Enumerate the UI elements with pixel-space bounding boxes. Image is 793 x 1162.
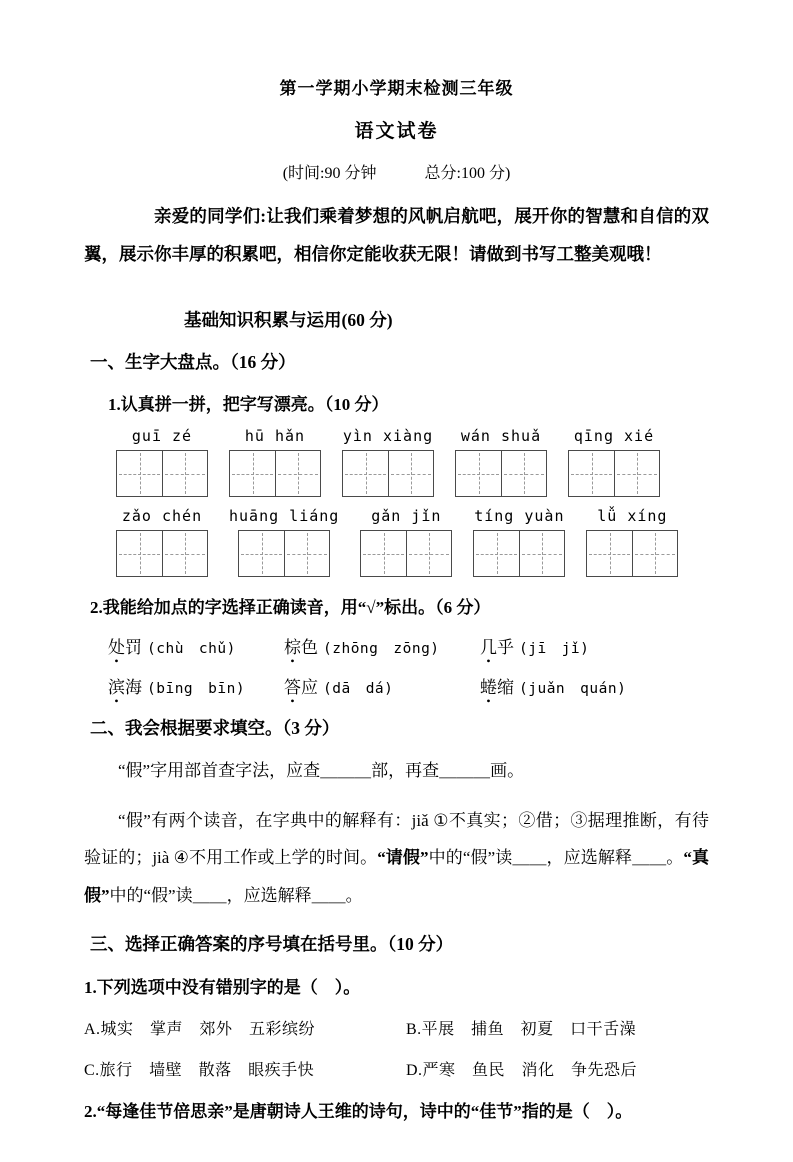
writing-grid: [229, 450, 321, 497]
writing-grid: [473, 530, 565, 577]
dotted-character: 蜷: [480, 678, 497, 697]
writing-cell: [569, 451, 614, 496]
pron-word: [284, 678, 318, 697]
writing-grid: [238, 530, 330, 577]
writing-cell: [632, 531, 677, 576]
pinyin-column: [229, 507, 339, 577]
pinyin-column: [568, 427, 660, 497]
writing-cell: [501, 451, 546, 496]
writing-cell: [474, 531, 519, 576]
options-row-1: [84, 1016, 709, 1039]
writing-grid: [342, 450, 434, 497]
pron-reading: (chù chǔ): [147, 641, 236, 657]
pinyin-label: gǎn jǐn: [371, 507, 442, 525]
pinyin-label: tíng yuàn: [474, 507, 565, 525]
q1-heading: 一、生字大盘点。（16 分）: [90, 352, 296, 372]
pronunciation-row-1: [108, 633, 709, 658]
pron-word-rest: 罚: [125, 638, 142, 657]
writing-grid: [116, 530, 208, 577]
exam-meta: (时间:90 分钟 总分:100 分): [282, 165, 511, 182]
writing-grid: [116, 450, 208, 497]
pron-item: [108, 673, 284, 698]
page-title: 第一学期小学期末检测三年级: [279, 79, 514, 98]
option-d: D.严寒 鱼民 消化 争先恐后: [406, 1062, 638, 1079]
q2-expl-text: “假”有两个读音，在字典中的解释有：jiǎ ①不真实；②借；③据理推断，有待验证的；jià ④不用工作或上学的时间。: [84, 810, 709, 867]
pron-item: [284, 633, 480, 658]
writing-cell: [284, 531, 329, 576]
writing-cell: [275, 451, 320, 496]
q2-blank-line: “假”字用部首查字法，应查＿＿＿部，再查＿＿＿画。: [118, 761, 525, 780]
pinyin-label: yìn xiàng: [342, 427, 434, 445]
option-b: B.平展 捕鱼 初夏 口干舌澡: [406, 1021, 637, 1038]
writing-grid: [455, 450, 547, 497]
q3-item1: 1.下列选项中没有错别字的是（ ）。: [84, 978, 361, 997]
options-row-2: [84, 1057, 709, 1080]
pron-reading: (jī jǐ): [519, 641, 590, 657]
pinyin-column: [116, 427, 208, 497]
pron-item: [108, 633, 284, 658]
pron-word-rest: 应: [301, 678, 318, 697]
q2-heading: 二、我会根据要求填空。（3 分）: [90, 718, 340, 738]
pron-reading: (juǎn quán): [519, 681, 627, 697]
pinyin-label: qīng xié: [573, 427, 655, 445]
option-a: A.城实 掌声 郊外 五彩缤纷: [84, 1021, 316, 1038]
pinyin-column: [586, 507, 678, 577]
pron-word-rest: 海: [125, 678, 142, 697]
pronunciation-row-2: [108, 673, 709, 698]
q3-item2: 2.“每逢佳节倍思亲”是唐朝诗人王维的诗句，诗中的“佳节”指的是（ ）。: [84, 1102, 633, 1121]
q3-heading: 三、选择正确答案的序号填在括号里。（10 分）: [90, 934, 454, 954]
writing-cell: [117, 531, 162, 576]
writing-grid: [568, 450, 660, 497]
writing-cell: [361, 531, 406, 576]
writing-cell: [587, 531, 632, 576]
pinyin-label: zǎo chén: [121, 507, 203, 525]
writing-cell: [343, 451, 388, 496]
q1-sub1-heading: 1.认真拼一拼，把字写漂亮。（10 分）: [108, 395, 389, 414]
pron-word: [480, 638, 514, 657]
writing-cell: [519, 531, 564, 576]
writing-grid: [586, 530, 678, 577]
writing-cell: [162, 451, 207, 496]
pron-reading: (zhōng zōng): [323, 641, 440, 657]
q2-term-qingjia: “请假”: [377, 848, 429, 867]
pron-word: [108, 638, 142, 657]
writing-cell: [117, 451, 162, 496]
pinyin-label: hū hǎn: [244, 427, 306, 445]
pron-word-rest: 色: [301, 638, 318, 657]
writing-cell: [406, 531, 451, 576]
q1-sub2-heading: 2.我能给加点的字选择正确读音，用“√”标出。（6 分）: [90, 598, 491, 617]
dotted-character: 棕: [284, 638, 301, 657]
dotted-character: 处: [108, 638, 125, 657]
pron-word-rest: 乎: [497, 638, 514, 657]
writing-cell: [239, 531, 284, 576]
pinyin-column: [360, 507, 452, 577]
q2-expl-text: 中的“假”读＿＿，应选解释＿＿。: [428, 848, 684, 867]
q2-expl-text: 中的“假”读＿＿，应选解释＿＿。: [109, 885, 363, 905]
dotted-character: 答: [284, 678, 301, 697]
option-c: C.旅行 墙壁 散落 眼疾手快: [84, 1062, 315, 1079]
part1-heading: 基础知识积累与运用(60 分): [184, 310, 393, 330]
writing-cell: [456, 451, 501, 496]
pinyin-label: guī zé: [131, 427, 193, 445]
pron-item: [480, 673, 709, 698]
intro-paragraph: 亲爱的同学们:让我们乘着梦想的风帆启航吧，展开你的智慧和自信的双翼，展示你丰厚的积累吧，相信你定能收获无限！请做到书写工整美观哦！: [84, 206, 709, 264]
pron-word: [108, 678, 142, 697]
pinyin-column: [342, 427, 434, 497]
pinyin-grid-row-2: [116, 507, 709, 577]
dotted-character: 几: [480, 638, 497, 657]
pinyin-column: [455, 427, 547, 497]
paper-subtitle: 语文试卷: [354, 121, 439, 142]
writing-cell: [388, 451, 433, 496]
pinyin-column: [229, 427, 321, 497]
pinyin-column: [116, 507, 208, 577]
pinyin-label: lǚ xíng: [597, 507, 668, 525]
q2-explanation: [84, 802, 709, 915]
writing-cell: [614, 451, 659, 496]
pron-word-rest: 缩: [497, 678, 514, 697]
pinyin-label: wán shuǎ: [460, 427, 542, 445]
pron-item: [284, 673, 480, 698]
pinyin-grid-row-1: [116, 427, 709, 497]
dotted-character: 滨: [108, 678, 125, 697]
pron-reading: (bīng bīn): [147, 681, 246, 697]
pinyin-column: [473, 507, 565, 577]
writing-grid: [360, 530, 452, 577]
pinyin-label: huāng liáng: [229, 507, 340, 525]
q2-term-zhenjia: “真假”: [84, 848, 710, 905]
pron-reading: (dā dá): [323, 681, 394, 697]
pron-word: [480, 678, 514, 697]
pron-word: [284, 638, 318, 657]
writing-cell: [162, 531, 207, 576]
writing-cell: [230, 451, 275, 496]
pron-item: [480, 633, 709, 658]
